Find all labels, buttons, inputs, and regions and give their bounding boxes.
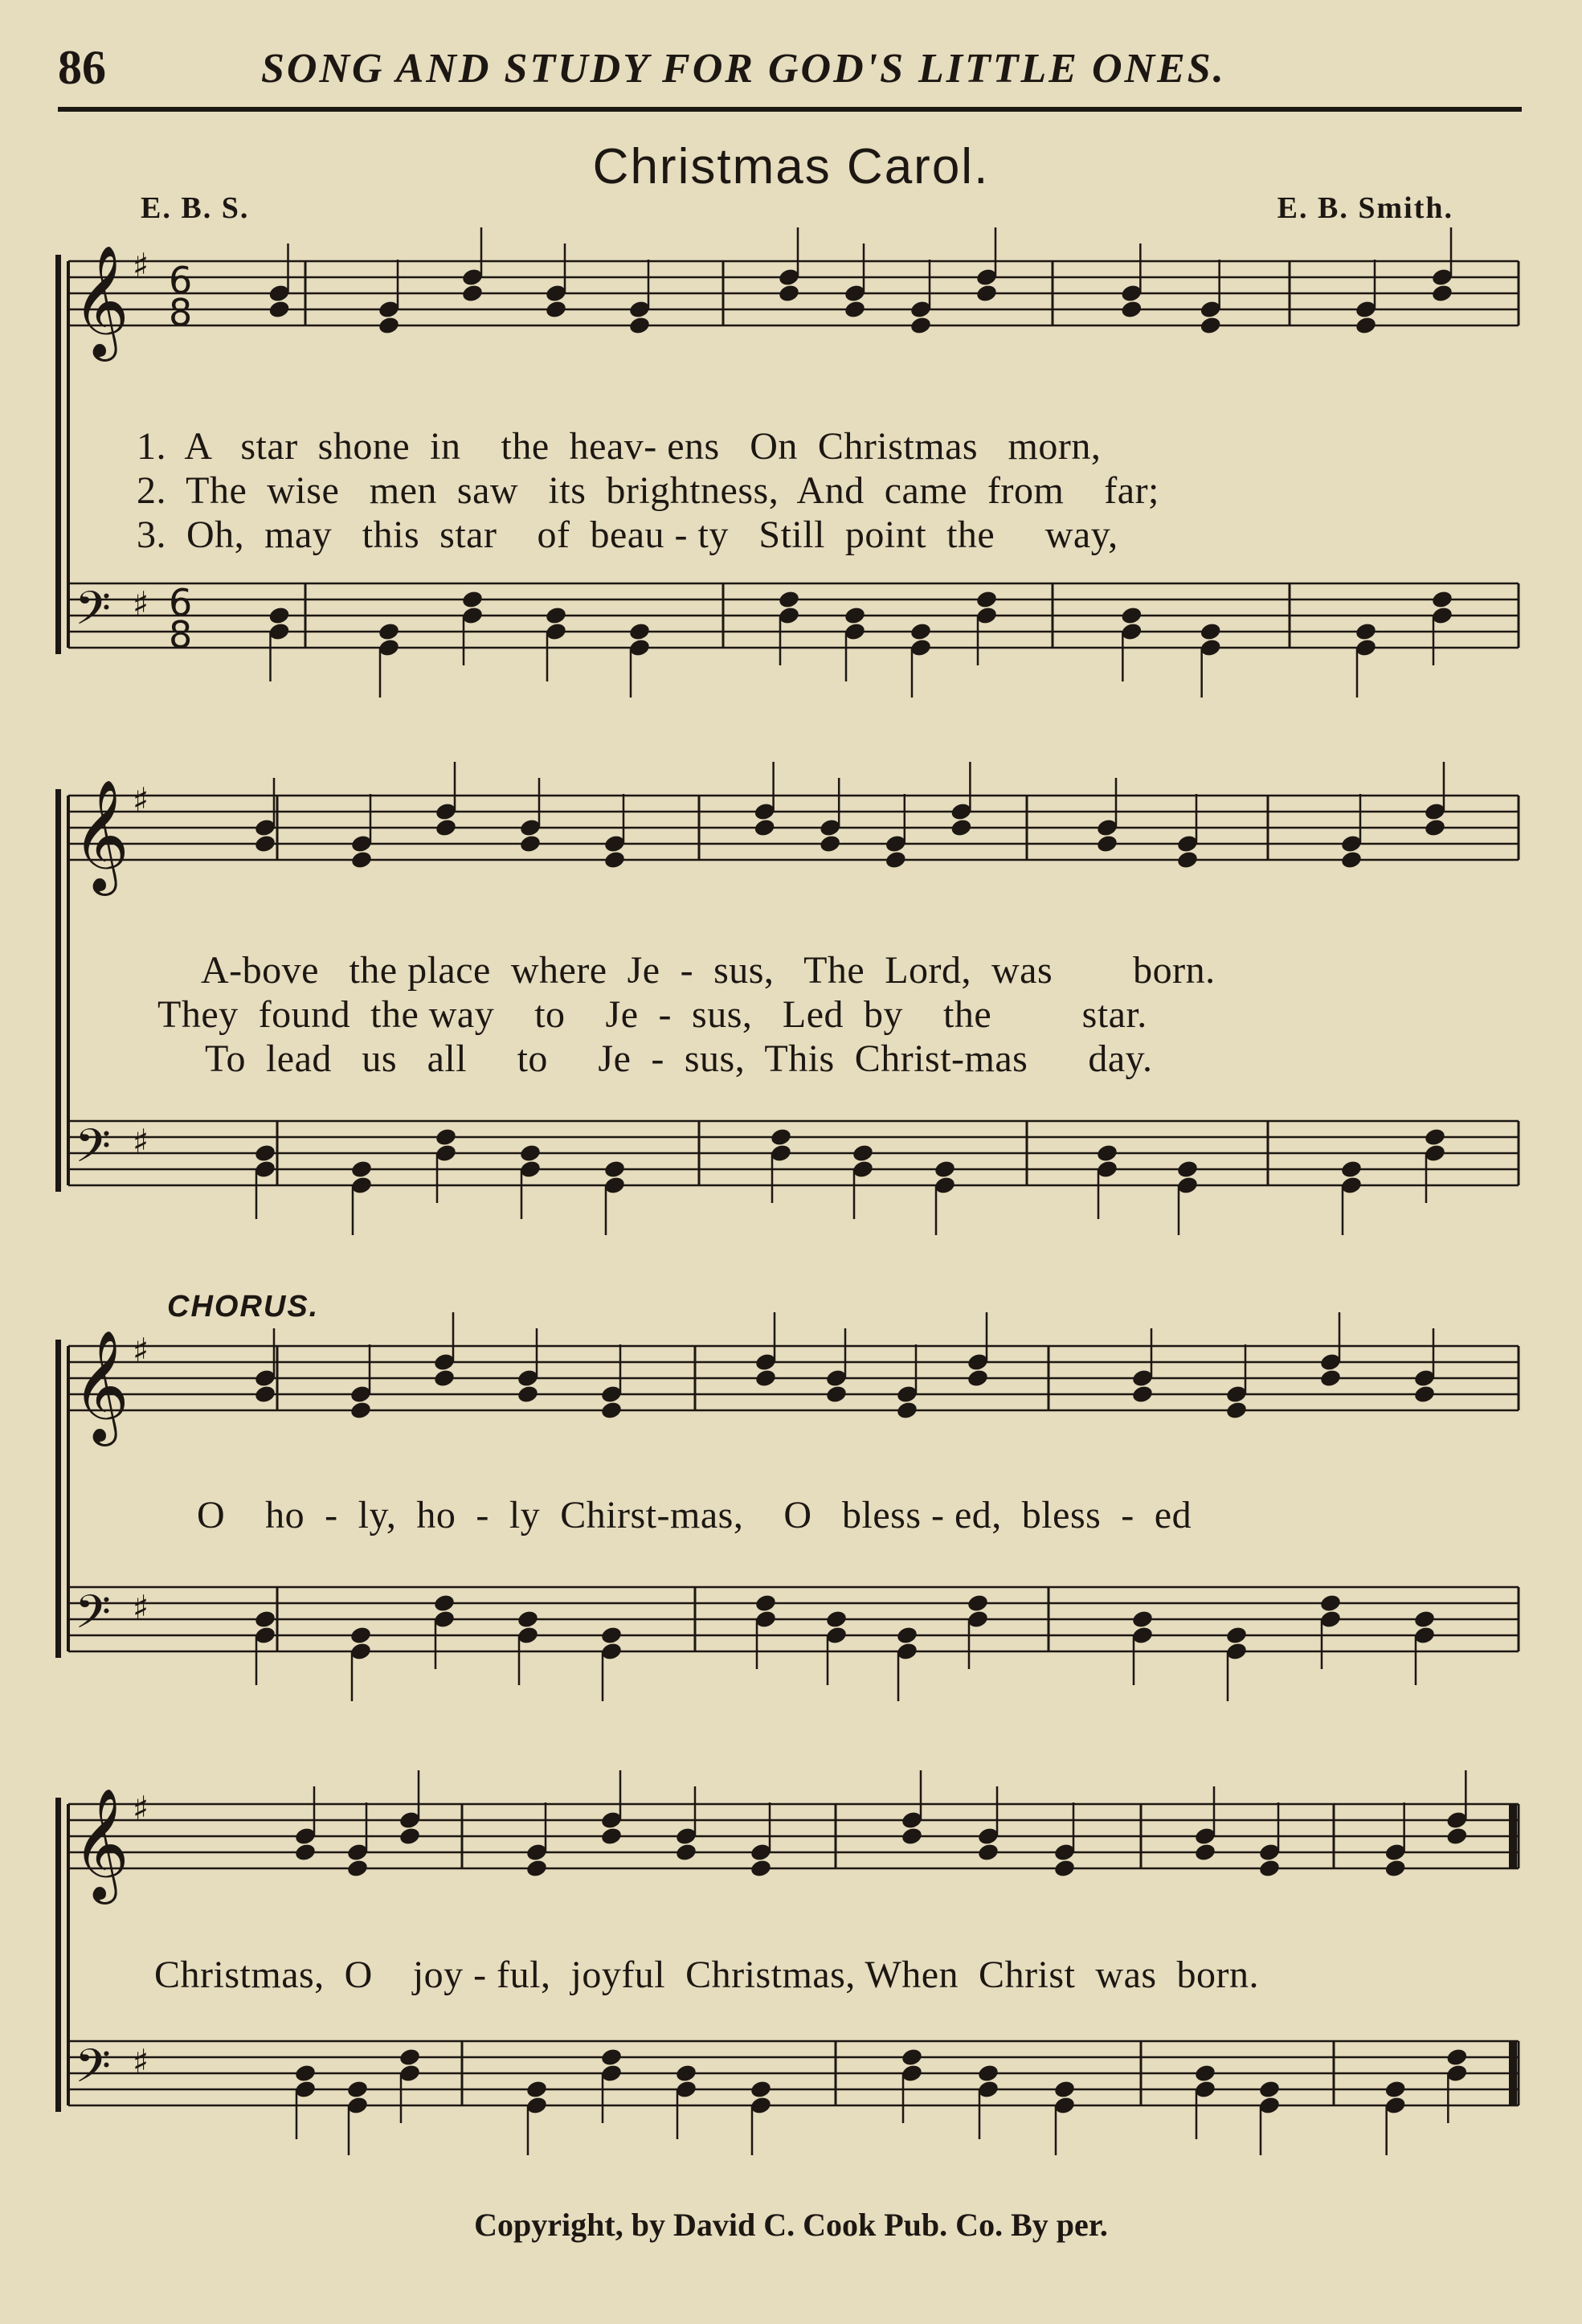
treble-note — [675, 1842, 698, 1862]
treble-note — [753, 817, 776, 837]
treble-note — [1413, 1384, 1437, 1404]
chorus-line-2: Christmas, O joy - ful, joyful Christmas, When Christ was born. — [154, 1954, 1260, 1996]
bass-note — [1096, 1143, 1119, 1163]
bass-note — [519, 1143, 542, 1163]
key-signature-sharp-icon: ♯ — [133, 246, 149, 285]
treble-note — [901, 1826, 924, 1846]
bass-note — [433, 1593, 456, 1613]
bass-note — [844, 605, 867, 625]
treble-note — [628, 315, 652, 335]
treble-note — [1384, 1858, 1407, 1878]
verse-line-3: 3. Oh, may this star of beau - ty Still point the way, — [137, 513, 1118, 556]
bass-note — [435, 1127, 458, 1147]
bass-note — [268, 605, 291, 625]
treble-note — [399, 1826, 422, 1846]
treble-note — [519, 833, 542, 853]
bass-note — [517, 1609, 540, 1629]
bass-clef-icon: 𝄢 — [75, 1585, 112, 1651]
bass-note — [910, 621, 933, 641]
key-signature-sharp-icon: ♯ — [133, 584, 149, 624]
treble-note — [435, 817, 458, 837]
treble-note — [600, 1826, 623, 1846]
treble-note — [950, 817, 973, 837]
time-signature-top: 6 — [169, 581, 193, 624]
bass-note — [934, 1159, 957, 1179]
treble-note — [545, 299, 568, 319]
treble-note — [1340, 849, 1363, 869]
music-credit: E. B. Smith. — [1277, 191, 1453, 225]
chorus-line-1: O ho - ly, ho - ly Chirst-mas, O bless - ed, bless - ed — [197, 1494, 1192, 1536]
bass-note — [1355, 621, 1378, 641]
bass-note — [461, 589, 484, 609]
bass-note — [1431, 589, 1454, 609]
bass-clef-icon: 𝄢 — [75, 1119, 112, 1185]
bass-note — [675, 2063, 698, 2083]
bass-note — [1413, 1609, 1437, 1629]
time-signature-bottom: 8 — [169, 291, 193, 334]
treble-note — [1096, 833, 1119, 853]
treble-note — [350, 849, 374, 869]
bass-note — [901, 2047, 924, 2067]
system-brace — [55, 255, 61, 654]
song-title: Christmas Carol. — [592, 139, 990, 194]
running-title: SONG AND STUDY FOR GOD'S LITTLE ONES. — [261, 46, 1226, 92]
time-signature-top: 6 — [169, 259, 193, 302]
words-credit: E. B. S. — [141, 191, 250, 225]
treble-note — [778, 283, 801, 303]
time-signature-bottom: 8 — [169, 613, 193, 657]
treble-note — [896, 1400, 919, 1420]
bass-note — [1258, 2079, 1282, 2099]
treble-note — [1120, 299, 1143, 319]
verse-line-5: They found the way to Je - sus, Led by the star. — [157, 993, 1147, 1036]
verse-line-4: A-bove the place where Je - sus, The Lord, was born. — [201, 949, 1216, 992]
bass-note — [600, 1625, 623, 1645]
bass-note — [750, 2079, 773, 2099]
bass-note — [1176, 1159, 1200, 1179]
verse-line-1: 1. A star shone in the heav- ens On Christmas morn, — [137, 425, 1102, 468]
treble-note — [600, 1400, 623, 1420]
key-signature-sharp-icon: ♯ — [133, 1588, 149, 1627]
page-number: 86 — [58, 41, 106, 94]
treble-note — [1194, 1842, 1217, 1862]
verse-line-2: 2. The wise men saw its brightness, And came from far; — [137, 469, 1159, 512]
bass-note — [1340, 1159, 1363, 1179]
bass-note — [852, 1143, 875, 1163]
key-signature-sharp-icon: ♯ — [133, 1122, 149, 1161]
bass-note — [628, 621, 652, 641]
treble-note — [1258, 1858, 1282, 1878]
bass-clef-icon: 𝄢 — [75, 2039, 112, 2105]
treble-note — [433, 1368, 456, 1388]
bass-note — [825, 1609, 848, 1629]
treble-note — [254, 1384, 277, 1404]
treble-note — [754, 1368, 778, 1388]
treble-clef-icon: 𝄞 — [72, 245, 129, 357]
bass-note — [1194, 2063, 1217, 2083]
bass-note — [1120, 605, 1143, 625]
treble-note — [603, 849, 627, 869]
bass-note — [603, 1159, 627, 1179]
treble-note — [910, 315, 933, 335]
treble-note — [254, 833, 277, 853]
bass-note — [1225, 1625, 1249, 1645]
treble-note — [346, 1858, 370, 1878]
treble-note — [1424, 817, 1447, 837]
treble-note — [461, 283, 484, 303]
bass-note — [967, 1593, 990, 1613]
treble-note — [517, 1384, 540, 1404]
treble-note — [1176, 849, 1200, 869]
bass-note — [1199, 621, 1222, 641]
treble-note — [750, 1858, 773, 1878]
bass-note — [1424, 1127, 1447, 1147]
bass-note — [977, 2063, 1000, 2083]
bass-note — [770, 1127, 793, 1147]
bass-note — [525, 2079, 549, 2099]
system-brace — [55, 789, 61, 1192]
bass-note — [1131, 1609, 1155, 1629]
chorus-label: CHORUS. — [167, 1290, 320, 1324]
bass-note — [254, 1609, 277, 1629]
bass-note — [1319, 1593, 1343, 1613]
bass-note — [754, 1593, 778, 1613]
treble-note — [525, 1858, 549, 1878]
treble-note — [819, 833, 842, 853]
bass-note — [1445, 2047, 1469, 2067]
treble-note — [977, 1842, 1000, 1862]
bass-note — [399, 2047, 422, 2067]
bass-note — [1053, 2079, 1077, 2099]
treble-note — [1431, 283, 1454, 303]
final-barline — [1509, 1804, 1517, 1868]
key-signature-sharp-icon: ♯ — [133, 1789, 149, 1828]
treble-note — [1319, 1368, 1343, 1388]
treble-note — [975, 283, 999, 303]
verse-line-6: To lead us all to Je - sus, This Christ-mas day. — [205, 1037, 1153, 1080]
treble-note — [350, 1400, 373, 1420]
bass-note — [378, 621, 401, 641]
treble-note — [378, 315, 401, 335]
treble-note — [1445, 1826, 1469, 1846]
treble-clef-icon: 𝄞 — [72, 1330, 129, 1442]
system-brace — [55, 1798, 61, 2112]
key-signature-sharp-icon: ♯ — [133, 1331, 149, 1370]
bass-note — [350, 1159, 374, 1179]
treble-note — [1131, 1384, 1155, 1404]
key-signature-sharp-icon: ♯ — [133, 780, 149, 820]
bass-note — [778, 589, 801, 609]
final-barline — [1509, 2041, 1517, 2105]
bass-note — [350, 1625, 373, 1645]
key-signature-sharp-icon: ♯ — [133, 2042, 149, 2081]
bass-note — [545, 605, 568, 625]
system-brace — [55, 1340, 61, 1658]
copyright-notice: Copyright, by David C. Cook Pub. Co. By per. — [474, 2207, 1108, 2243]
bass-note — [896, 1625, 919, 1645]
bass-note — [975, 589, 999, 609]
bass-note — [600, 2047, 623, 2067]
treble-clef-icon: 𝄞 — [72, 1788, 129, 1900]
treble-note — [1053, 1858, 1077, 1878]
treble-note — [884, 849, 907, 869]
bass-clef-icon: 𝄢 — [75, 581, 112, 647]
treble-note — [825, 1384, 848, 1404]
bass-note — [294, 2063, 317, 2083]
treble-note — [844, 299, 867, 319]
treble-note — [268, 299, 291, 319]
treble-note — [1355, 315, 1378, 335]
bass-note — [346, 2079, 370, 2099]
bass-note — [1384, 2079, 1407, 2099]
bass-note — [254, 1143, 277, 1163]
treble-note — [967, 1368, 990, 1388]
treble-note — [1225, 1400, 1249, 1420]
treble-clef-icon: 𝄞 — [72, 779, 129, 891]
treble-note — [294, 1842, 317, 1862]
treble-note — [1199, 315, 1222, 335]
